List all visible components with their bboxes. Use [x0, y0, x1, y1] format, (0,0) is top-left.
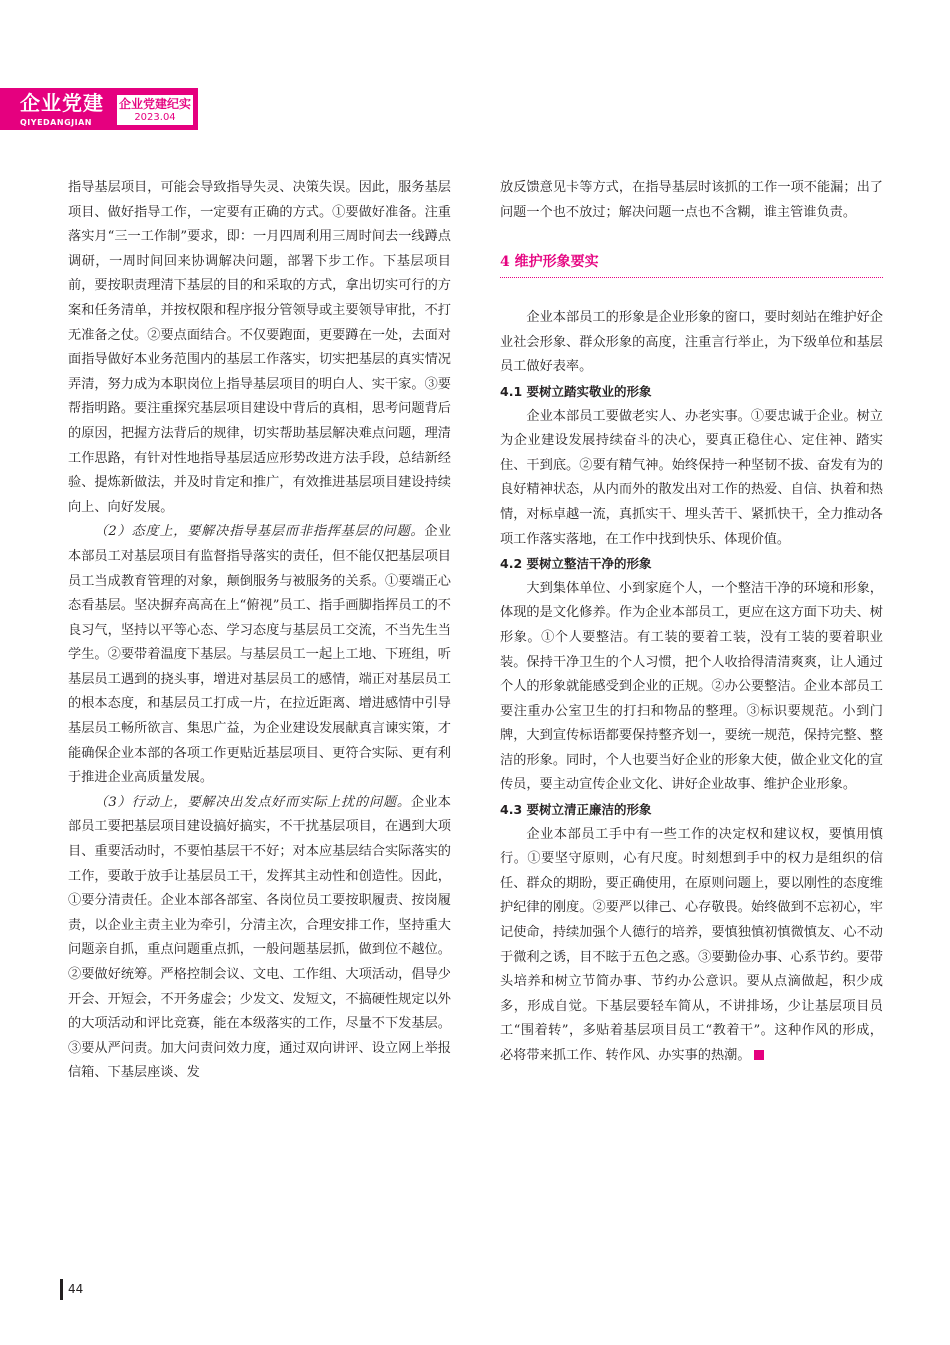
paragraph-body: 企业本部员工对基层项目有监督指导落实的责任，但不能仅把基层项目员工当成教育管理的对象，颠倒服务与被服务的关系。①要端正心态看基层。坚决摒弃高高在上“俯视”员工、指手画脚指挥员工的不良习气，坚持以平等心态、学习态度与基层员工交流，不当先生当学生。②要带着温度下基层。与基层员工一起上工地、下班组，听基层员工遇到的挠头事，增进对基层员工的感情，端正对基层员工的根本态度，和基层员工打成一片，在拉近距离、增进感情中引导基层员工畅所欲言、集思广益，为企业建设发展献真言谏实策，才能确保企业本部的各项工作更贴近基层项目、更符合实际、更有利于推进企业高质量发展。 [68, 524, 452, 786]
paragraph-continuation: 指导基层项目，可能会导致指导失灵、决策失误。因此，服务基层项目、做好指导工作，一定要有正确的方式。①要做好准备。注重落实月“三一工作制”要求，即：一月四周利用三周时间去一线蹲点调研，一周时间回来协调解决问题，部署下步工作。下基层项目前，要按职责理清下基层的目的和采取的方式，拿出切实可行的方案和任务清单，并按权限和程序报分管领导或主要领导审批，不打无准备之仗。②要点面结合。不仅要跑面，更要蹲在一处，去面对面指导做好本业务范围内的基层工作落实，切实把基层的真实情况弄清，努力成为本职岗位上指导基层项目的明白人、实干家。③要帮指明路。要注重探究基层项目建设中背后的真相，思考问题背后的原因，把握方法背后的规律，切实帮助基层解决难点问题，理清工作思路，有针对性地指导基层适应形势改进方法手段，总结新经验、提炼新做法，并及时肯定和推广，有效推进基层项目建设持续向上、向好发展。 [68, 180, 451, 515]
subsection-heading: 4.1 要树立踏实敬业的形象 [500, 383, 652, 399]
right-column [500, 176, 883, 1069]
column-name: 企业党建纪实 [118, 97, 191, 111]
issue-date: 2023.04 [134, 112, 176, 123]
column-label-box [116, 94, 194, 126]
subsection-body: 企业本部员工要做老实人、办老实事。①要忠诚于企业。树立为企业建设发展持续奋斗的决心，要真正稳住心、定住神、踏实住、干到底。②要有精气神。始终保持一种坚韧不拔、奋发有为的良好精神状态，从内而外的散发出对工作的热爱、自信、执着和热情，对标卓越一流，真抓实干、埋头苦干、紧抓快干，全力推动各项工作落实落地，在工作中找到快乐、体现价值。 [500, 408, 883, 547]
section-heading: 4 维护形象要实 [500, 249, 883, 278]
subsection-heading: 4.3 要树立清正廉洁的形象 [500, 802, 652, 818]
paragraph-continuation: 放反馈意见卡等方式，在指导基层时该抓的工作一项不能漏；出了问题一个也不放过；解决问题一点也不含糊，谁主管谁负责。 [500, 180, 883, 220]
paragraph-lead: （3）行动上，要解决出发点好而实际上扰的问题。 [94, 794, 411, 810]
page-number: 44 [68, 1282, 84, 1296]
subsection-body-text: 企业本部员工手中有一些工作的决定权和建议权，要慎用慎行。①要坚守原则，心有尺度。时刻想到手中的权力是组织的信任、群众的期盼，要正确使用，在原则问题上，要以刚性的态度维护纪律的刚度。②要严以律己、心存敬畏。始终做到不忘初心，牢记使命，持续加强个人德行的培养，要慎独慎初慎微慎友、心不动于微利之诱，目不眩于五色之惑。③要勤俭办事、心系节约。要带头培养和树立节简办事、节约办公意识。要从点滴做起，积少成多，形成自觉。下基层要轻车简从，不讲排场，少让基层项目员工“围着转”，多贴着基层项目员工“教着干”。这种作风的形成，必将带来抓工作、转作风、办实事的热潮。 [500, 826, 883, 1063]
brand-subtitle: QIYEDANGJIAN [20, 118, 92, 127]
paragraph-action [68, 791, 451, 1086]
paragraph-body: 企业本部员工要把基层项目建设搞好搞实，不干扰基层项目，在遇到大项目、重要活动时，不要怕基层干不好；对本应基层结合实际落实的工作，要敢于放手让基层员工干，发挥其主动性和创造性。因此，①要分清责任。企业本部各部室、各岗位员工要按职履责、按岗履责，以企业主责主业为牵引，分清主次，合理安排工作，坚持重大问题亲自抓，重点问题重点抓，一般问题基层抓，做到位不越位。②要做好统筹。严格控制会议、文电、工作组、大项活动，倡导少开会、开短会，不开务虚会；少发文、发短文，不搞硬性规定以外的大项活动和评比竞赛，能在本级落实的工作，尽量不下发基层。③要从严问责。加大问责问效力度，通过双向讲评、设立网上举报信箱、下基层座谈、发 [68, 794, 451, 1081]
page-marker-bar [60, 1279, 63, 1300]
paragraph-lead: （2）态度上，要解决指导基层而非指挥基层的问题。 [94, 524, 425, 540]
subsection-heading: 4.2 要树立整洁干净的形象 [500, 556, 652, 572]
end-square-icon [754, 1050, 764, 1060]
paragraph-attitude [68, 520, 451, 791]
subsection-body: 大到集体单位、小到家庭个人，一个整洁干净的环境和形象，体现的是文化修养。作为企业本部员工，更应在这方面下功夫、树形象。①个人要整洁。有工装的要着工装，没有工装的要着职业装。保持干净卫生的个人习惯，把个人收拾得清清爽爽，让人通过个人的形象就能感受到企业的正规。②办公要整洁。企业本部员工要注重办公室卫生的打扫和物品的整理。③标识要规范。小到门牌，大到宣传标语都要保持整齐划一，要统一规范，保持完整、整洁的形象。同时，个人也要当好企业的形象大使，做企业文化的宣传员，要主动宣传企业文化、讲好企业故事、维护企业形象。 [500, 580, 883, 793]
section-intro: 企业本部员工的形象是企业形象的窗口，要时刻站在维护好企业社会形象、群众形象的高度，注重言行举止，为下级单位和基层员工做好表率。 [500, 310, 883, 375]
brand-title: 企业党建 [20, 91, 104, 115]
subsection-body [500, 823, 883, 1069]
left-column [68, 176, 451, 1086]
